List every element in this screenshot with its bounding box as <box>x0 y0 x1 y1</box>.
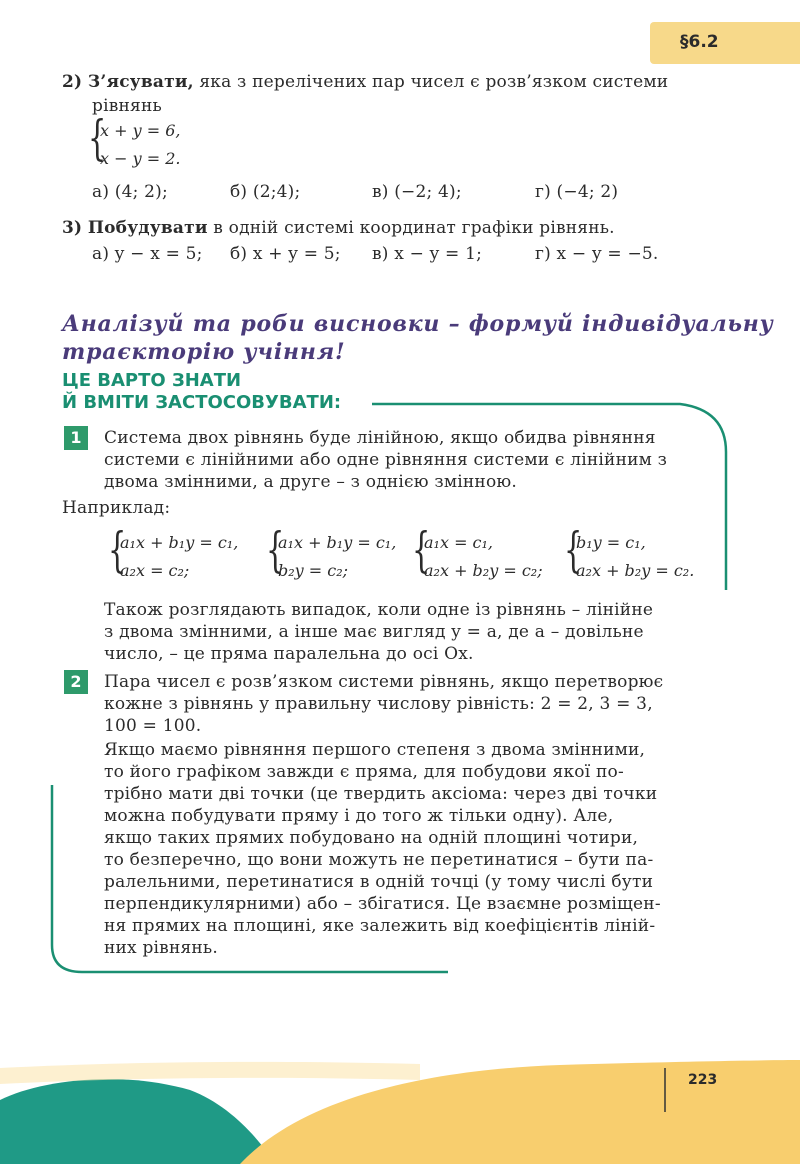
example-label: Наприклад: <box>62 498 171 518</box>
sys4-brace: { <box>564 522 583 578</box>
sys4-eq1: b₁y = c₁, <box>576 533 646 552</box>
analysis-heading-line2: траєкторію учіння! <box>62 339 346 365</box>
task3-option-a: а) y − x = 5; <box>92 244 203 264</box>
item1-line2: системи є лінійними або одне рівняння системи є лінійним з <box>104 450 668 470</box>
item1-badge: 1 <box>64 426 88 450</box>
item2-line13: них рівнянь. <box>104 938 218 958</box>
item2-line10: ралельними, перетинатися в одній точці (у тому числі бути <box>104 872 654 892</box>
know-heading-line2: Й ВМІТИ ЗАСТОСОВУВАТИ: <box>62 392 342 413</box>
item2-line7: можна побудувати пряму і до того ж тільки одну). Але, <box>104 806 614 826</box>
sys2-eq2: b₂y = c₂; <box>278 561 349 580</box>
also-line2: з двома змінними, а інше має вигляд y = a, де a – довільне <box>104 622 644 642</box>
item2-line3: 100 = 100. <box>104 716 202 736</box>
sys4-eq2: a₂x + b₂y = c₂. <box>576 561 695 580</box>
item2-badge: 2 <box>64 670 88 694</box>
item2-line6: трібно мати дві точки (це твердить аксіома: через дві точки <box>104 784 658 804</box>
sys2-brace: { <box>266 522 285 578</box>
item1-line1: Система двох рівнянь буде лінійною, якщо обидва рівняння <box>104 428 656 448</box>
task2-option-a: а) (4; 2); <box>92 182 168 202</box>
section-tab <box>650 22 800 64</box>
task3-line <box>62 216 615 240</box>
item2-line12: ня прямих на площині, яке залежить від коефіцієнтів ліній- <box>104 916 656 936</box>
task3-option-d: г) x − y = −5. <box>535 244 659 264</box>
task2-line1 <box>62 70 668 94</box>
task2-option-c: в) (−2; 4); <box>372 182 462 202</box>
item2-line1: Пара чисел є розв’язком системи рівнянь, якщо перетворює <box>104 672 664 692</box>
task2-option-b: б) (2;4); <box>230 182 301 202</box>
task2-eq1: x + y = 6, <box>100 121 181 140</box>
sys1-eq1: a₁x + b₁y = c₁, <box>120 533 239 552</box>
task2-line1-text: яка з перелічених пар чисел є розв’язком системи <box>193 72 669 92</box>
know-heading-line1: ЦЕ ВАРТО ЗНАТИ <box>62 370 242 391</box>
task2-line2: рівнянь <box>92 96 162 116</box>
item2-line8: якщо таких прямих побудовано на одній площині чотири, <box>104 828 639 848</box>
task2-eq2: x − y = 2. <box>100 149 181 168</box>
item2-line9: то безперечно, що вони можуть не перетинатися – бути па- <box>104 850 654 870</box>
analysis-heading-line1: Аналізуй та роби висновки – формуй індивідуальну <box>62 311 774 337</box>
yellow-blob-light <box>0 1062 420 1084</box>
item2-line11: перпендикулярними) або – збігатися. Це взаємне розміщен- <box>104 894 661 914</box>
teal-blob <box>0 1079 275 1164</box>
task3-text: в одній системі координат графіки рівнянь. <box>207 218 615 238</box>
sys3-eq2: a₂x + b₂y = c₂; <box>424 561 543 580</box>
sys3-eq1: a₁x = c₁, <box>424 533 494 552</box>
task2-brace: { <box>88 110 107 166</box>
item2-line2: кожне з рівнянь у правильну числову рівність: 2 = 2, 3 = 3, <box>104 694 653 714</box>
also-line3: число, – це пряма паралельна до осі Ox. <box>104 644 474 664</box>
task2-number: 2) <box>62 72 83 92</box>
task3-lead: Побудувати <box>87 218 208 238</box>
item1-line3: двома змінними, а друге – з однією змінною. <box>104 472 517 492</box>
task2-option-d: г) (−4; 2) <box>535 182 619 202</box>
sys2-eq1: a₁x + b₁y = c₁, <box>278 533 397 552</box>
also-line1: Також розглядають випадок, коли одне із рівнянь – лінійне <box>104 600 654 620</box>
section-label: §6.2 <box>680 32 719 52</box>
task3-option-b: б) x + y = 5; <box>230 244 341 264</box>
task3-number: 3) <box>62 218 83 238</box>
item2-line5: то його графіком завжди є пряма, для побудови якої по- <box>104 762 624 782</box>
sys1-brace: { <box>108 522 127 578</box>
sys3-brace: { <box>412 522 431 578</box>
task3-option-c: в) x − y = 1; <box>372 244 483 264</box>
page-number: 223 <box>688 1072 718 1088</box>
task2-lead: З’ясувати, <box>87 72 194 92</box>
item2-line4: Якщо маємо рівняння першого степеня з двома змінними, <box>104 740 646 760</box>
sys1-eq2: a₂x = c₂; <box>120 561 190 580</box>
